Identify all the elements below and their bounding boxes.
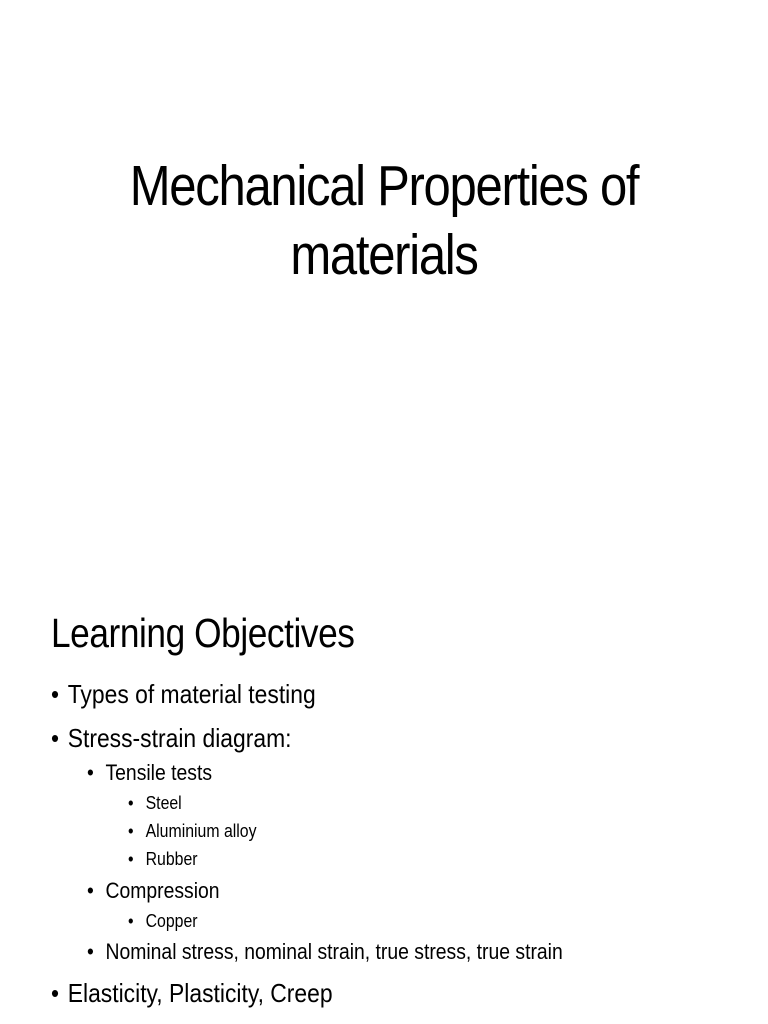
list-item-text: Nominal stress, nominal strain, true stress, true strain [105, 939, 563, 964]
title-block [0, 152, 768, 290]
list-item [87, 938, 563, 966]
list-item-text: Tensile tests [105, 760, 213, 785]
list-item [128, 819, 257, 843]
list-item-text: Copper [145, 911, 198, 931]
list-item [51, 977, 333, 1009]
list-item-text: Types of material testing [67, 679, 316, 709]
bullet-glyph: • [87, 878, 94, 903]
bullet-glyph: • [51, 679, 60, 709]
bullet-glyph: • [128, 793, 134, 813]
list-item-text: Stress-strain diagram: [67, 723, 292, 753]
list-item [87, 759, 212, 787]
bullet-glyph: • [128, 849, 134, 869]
slide-title [54, 152, 714, 290]
bullet-glyph: • [128, 821, 134, 841]
list-item-text: Rubber [145, 849, 198, 869]
list-item-text: Steel [145, 793, 182, 813]
list-item [128, 909, 198, 933]
slide-title-line-2: materials [290, 223, 478, 287]
slide-title-line-1: Mechanical Properties of [129, 154, 639, 218]
list-item [87, 877, 220, 905]
bullet-glyph: • [128, 911, 134, 931]
objectives-slide [0, 576, 768, 1024]
list-item [51, 722, 292, 754]
section-heading: Learning Objectives [51, 610, 355, 656]
bullet-glyph: • [87, 939, 94, 964]
bullet-glyph: • [87, 760, 94, 785]
list-item [51, 678, 316, 710]
list-item [128, 847, 198, 871]
bullet-glyph: • [51, 978, 60, 1008]
list-item-text: Aluminium alloy [145, 821, 257, 841]
list-item-text: Compression [105, 878, 220, 903]
list-item [128, 791, 182, 815]
list-item-text: Elasticity, Plasticity, Creep [67, 978, 333, 1008]
bullet-glyph: • [51, 723, 60, 753]
